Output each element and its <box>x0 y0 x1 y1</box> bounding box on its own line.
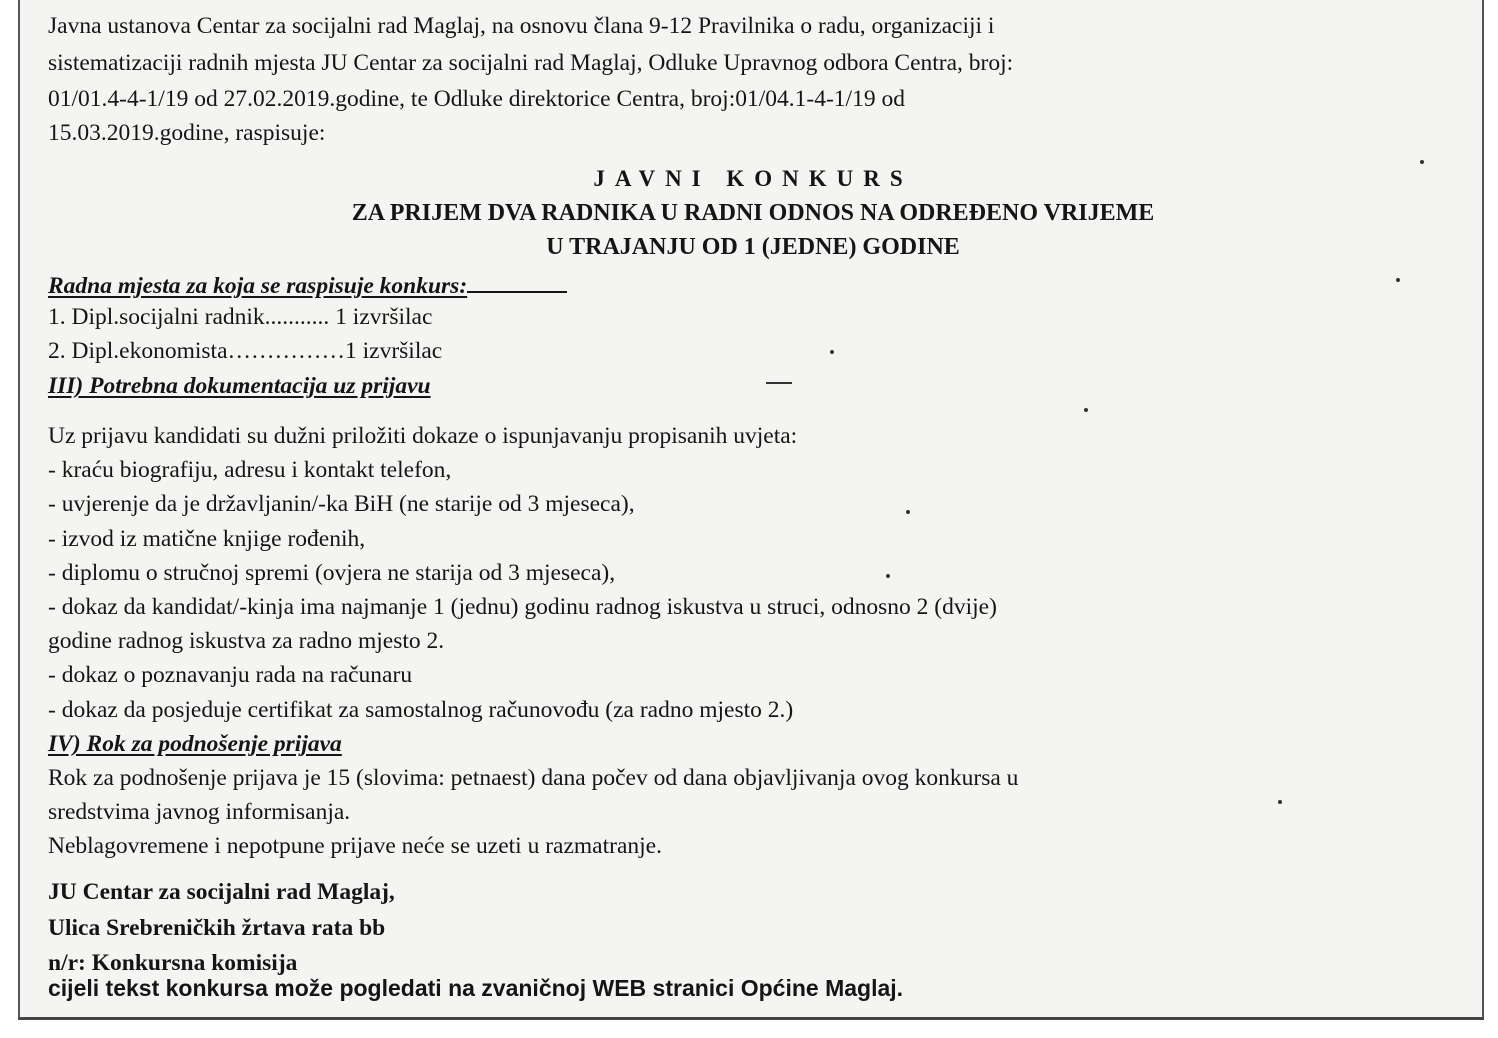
docs-item-2: - uvjerenje da je državljanin/-ka BiH (ne starije od 3 mjeseca), <box>48 491 635 517</box>
document-subtitle-1: ZA PRIJEM DVA RADNIKA U RADNI ODNOS NA ODREĐENO VRIJEME <box>351 200 1155 226</box>
docs-item-4: - diplomu o stručnoj spremi (ovjera ne starija od 3 mjeseca), <box>48 560 616 586</box>
position-item-2: 2. Dipl.ekonomista……………1 izvršilac <box>48 338 443 364</box>
docs-item-7: - dokaz da posjeduje certifikat za samostalnog računovođu (za radno mjesto 2.) <box>48 697 794 723</box>
footer-note: cijeli tekst konkursa može pogledati na zvaničnoj WEB stranici Općine Maglaj. <box>48 975 904 1001</box>
document-title: JAVNI KONKURS <box>593 166 913 191</box>
scan-speck <box>1420 160 1424 164</box>
deadline-line-2: sredstvima javnog informisanja. <box>48 799 351 825</box>
scan-mark <box>766 382 792 384</box>
deadline-line-1: Rok za podnošenje prijava je 15 (slovima: petnaest) dana počev od dana objavljivanja ovog konkursa u <box>48 765 1019 791</box>
docs-item-5-continued: godine radnog iskustva za radno mjesto 2. <box>48 628 445 654</box>
deadline-heading: IV) Rok za podnošenje prijava <box>48 731 342 757</box>
positions-heading: Radna mjesta za koja se raspisuje konkurs: <box>48 273 468 299</box>
docs-intro: Uz prijavu kandidati su dužni priložiti dokaze o ispunjavanju propisanih uvjeta: <box>48 423 798 449</box>
deadline-line-3: Neblagovremene i nepotpune prijave neće se uzeti u razmatranje. <box>48 833 662 859</box>
docs-item-5: - dokaz da kandidat/-kinja ima najmanje 1 (jednu) godinu radnog iskustva u struci, odnosno 2 (dvije) <box>48 594 997 620</box>
scan-speck <box>830 350 834 354</box>
address-line-3: n/r: Konkursna komisija <box>48 950 298 976</box>
docs-item-1: - kraću biografiju, adresu i kontakt telefon, <box>48 457 452 483</box>
docs-item-6: - dokaz o poznavanju rada na računaru <box>48 662 413 688</box>
scan-speck <box>906 510 910 514</box>
docs-heading: III) Potrebna dokumentacija uz prijavu <box>48 373 431 399</box>
intro-line-4: 15.03.2019.godine, raspisuje: <box>48 120 326 146</box>
scan-speck <box>1278 800 1282 804</box>
scan-speck <box>1084 408 1088 412</box>
address-line-1: JU Centar za socijalni rad Maglaj, <box>48 879 395 905</box>
scan-speck <box>1396 278 1400 282</box>
intro-line-2: sistematizaciji radnih mjesta JU Centar za socijalni rad Maglaj, Odluke Upravnog odbora Centra, broj: <box>48 50 1014 76</box>
intro-line-1: Javna ustanova Centar za socijalni rad Maglaj, na osnovu člana 9-12 Pravilnika o radu, organizaciji i <box>48 13 995 39</box>
document-subtitle-2: U TRAJANJU OD 1 (JEDNE) GODINE <box>546 234 960 260</box>
positions-heading-row <box>48 269 567 301</box>
scan-speck <box>886 574 890 578</box>
docs-item-3: - izvod iz matične knjige rođenih, <box>48 526 366 552</box>
announcement-document <box>18 0 1484 1020</box>
position-item-1: 1. Dipl.socijalni radnik........... 1 izvršilac <box>48 304 433 330</box>
intro-line-3: 01/01.4-4-1/19 od 27.02.2019.godine, te Odluke direktorice Centra, broj:01/04.1-4-1/19 od <box>48 86 905 112</box>
heading-underline-extension <box>467 269 567 293</box>
address-line-2: Ulica Srebreničkih žrtava rata bb <box>48 915 386 941</box>
